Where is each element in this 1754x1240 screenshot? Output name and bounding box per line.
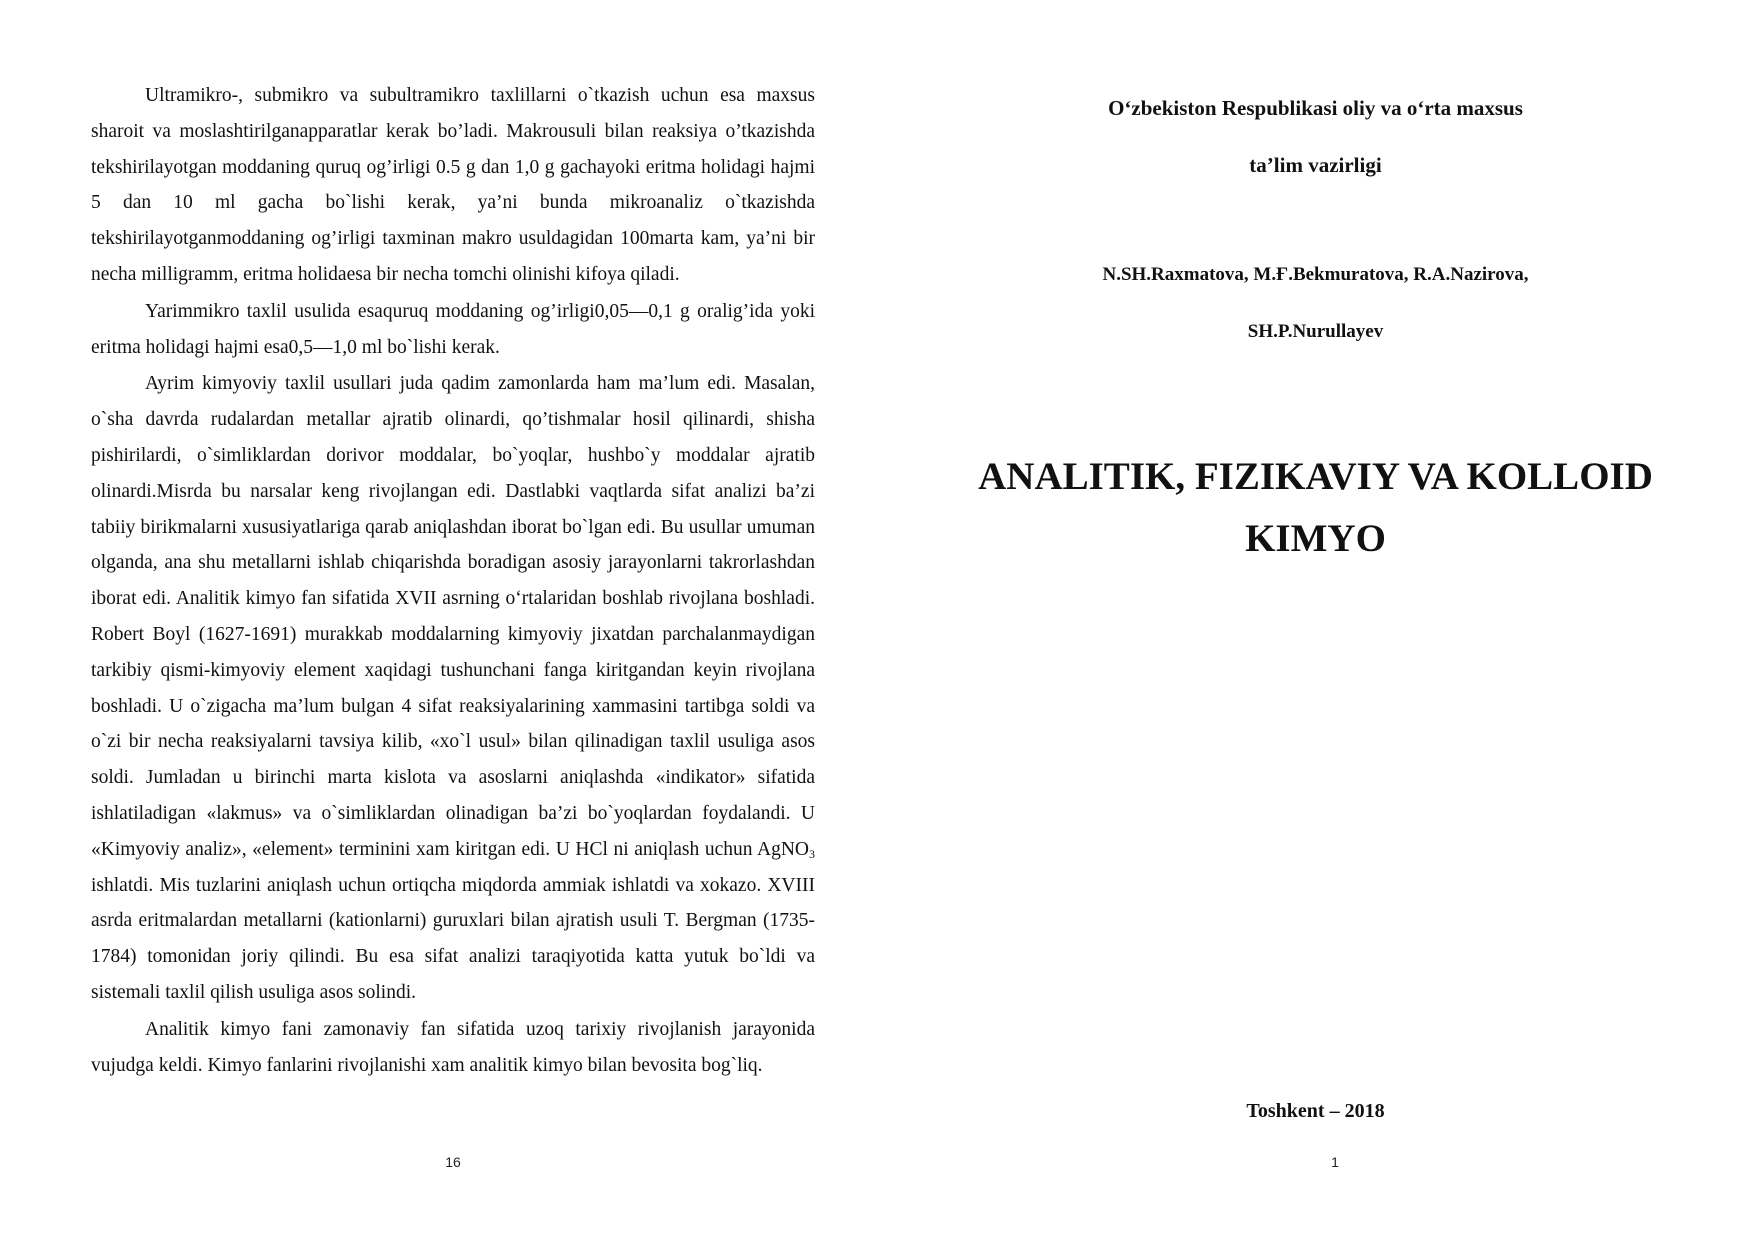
page-number: 16 bbox=[445, 1154, 461, 1170]
subscript-3: 3 bbox=[809, 846, 815, 861]
book-title-line-2: KIMYO bbox=[1245, 517, 1386, 560]
paragraph-3-text: Ayrim kimyoviy taxlil usullari juda qadim zamonlarda ham ma’lum edi. Masalan, o`sha davrda rudalardan metallar ajratib olinardi, qo’tishmalar hosil qilinardi, shisha pishirilardi, o`simliklardan dorivor moddalar, bo`yoqlar, hushbo`y moddalar ajratib olinardi.Misrda bu narsalar keng rivojlangan edi. Dastlabki vaqtlarda sifat analizi ba’zi tabiiy birikmalarni xususiyatlariga qarab aniqlashdan iborat bo`lgan edi. Bu usullar umuman olganda, ana shu metallarni ishlab chiqarishda boradigan asosiy jarayonlarni takrorlashdan iborat edi. Analitik kimyo fan sifatida XVII asrning o‘rtalaridan boshlab rivojlana boshladi. Robert Boyl (1627-1691) murakkab moddalarning kimyoviy jixatdan parchalanmaydigan tarkibiy qismi-kimyoviy element xaqidagi tushunchani fanga kiritgandan keyin rivojlana boshladi. U o`zigacha ma’lum bulgan 4 sifat reaksiyalarining xammasini tartibga soldi va o`zi bir necha reaksiyalarni tavsiya kilib, «xo`l usul» bilan qilinadigan taxlil usuliga asos soldi. Jumladan u birinchi marta kislota va asoslarni aniqlashda «indikator» sifatida ishlatiladigan «lakmus» va o`simliklardan olinadigan ba’zi bo`yoqlardan foydalandi. U «Kimyoviy analiz», «element» terminini xam kiritgan edi. U HCl ni aniqlash uchun AgNO bbox=[91, 373, 815, 860]
paragraph-2: Yarimmikro taxlil usulida esaquruq moddaning og’irligi0,05—0,1 g oralig’ida yoki eritma holidagi hajmi esa0,5—1,0 ml bo`lishi kerak. bbox=[91, 300, 815, 358]
page-number: 1 bbox=[1331, 1154, 1339, 1170]
body-text bbox=[91, 78, 815, 1083]
ministry-heading bbox=[877, 80, 1754, 194]
ministry-line-1: O‘zbekiston Respublikasi oliy va o‘rta maxsus bbox=[1108, 96, 1523, 120]
ministry-line-2: ta’lim vazirligi bbox=[1249, 153, 1382, 177]
paragraph-1: Ultramikro-, submikro va subultramikro taxlillarni o`tkazish uchun esa maxsus sharoit va moslashtirilganapparatlar kerak bo’ladi. Makrousuli bilan reaksiya o’tkazishda tekshirilayotgan moddaning quruq og’irligi 0.5 g dan 1,0 g gachayoki eritma holidagi hajmi 5 dan 10 ml gacha bo`lishi kerak, ya’ni bunda mikroanaliz o`tkazishda tekshirilayotganmoddaning og’irligi taxminan makro usuldagidan 100marta kam, ya’ni bir necha milligramm, eritma holidaesa bir necha tomchi olinishi kifoya qiladi. bbox=[91, 85, 815, 285]
city-year: Toshkent – 2018 bbox=[1246, 1100, 1385, 1122]
book-title-line-1: ANALITIK, FIZIKAVIY VA KOLLOID bbox=[978, 455, 1653, 498]
authors bbox=[877, 246, 1754, 360]
authors-line-1: N.SH.Raxmatova, M.Ғ.Bekmuratova, R.A.Nazirova, bbox=[1102, 264, 1529, 285]
right-page bbox=[877, 0, 1754, 1240]
authors-line-2: SH.P.Nurullayev bbox=[1247, 321, 1384, 342]
book-title bbox=[877, 446, 1754, 570]
paragraph-3 bbox=[91, 366, 815, 867]
paragraph-4: Analitik kimyo fani zamonaviy fan sifatida uzoq tarixiy rivojlanish jarayonida vujudga keldi. Kimyo fanlarini rivojlanishi xam analitik kimyo bilan bevosita bog`liq. bbox=[91, 1018, 815, 1076]
paragraph-3-continued: ishlatdi. Mis tuzlarini aniqlash uchun ortiqcha miqdorda ammiak ishlatdi va xokazo. XVIII asrda eritmalardan metallarni (kationlarni) guruxlari bilan ajratish usuli T. Bergman (1735-1784) tomonidan joriy qilindi. Bu esa sifat analizi taraqiyotida katta yutuk bo`ldi va sistemali taxlil qilish usuliga asos solindi. bbox=[91, 874, 815, 1003]
